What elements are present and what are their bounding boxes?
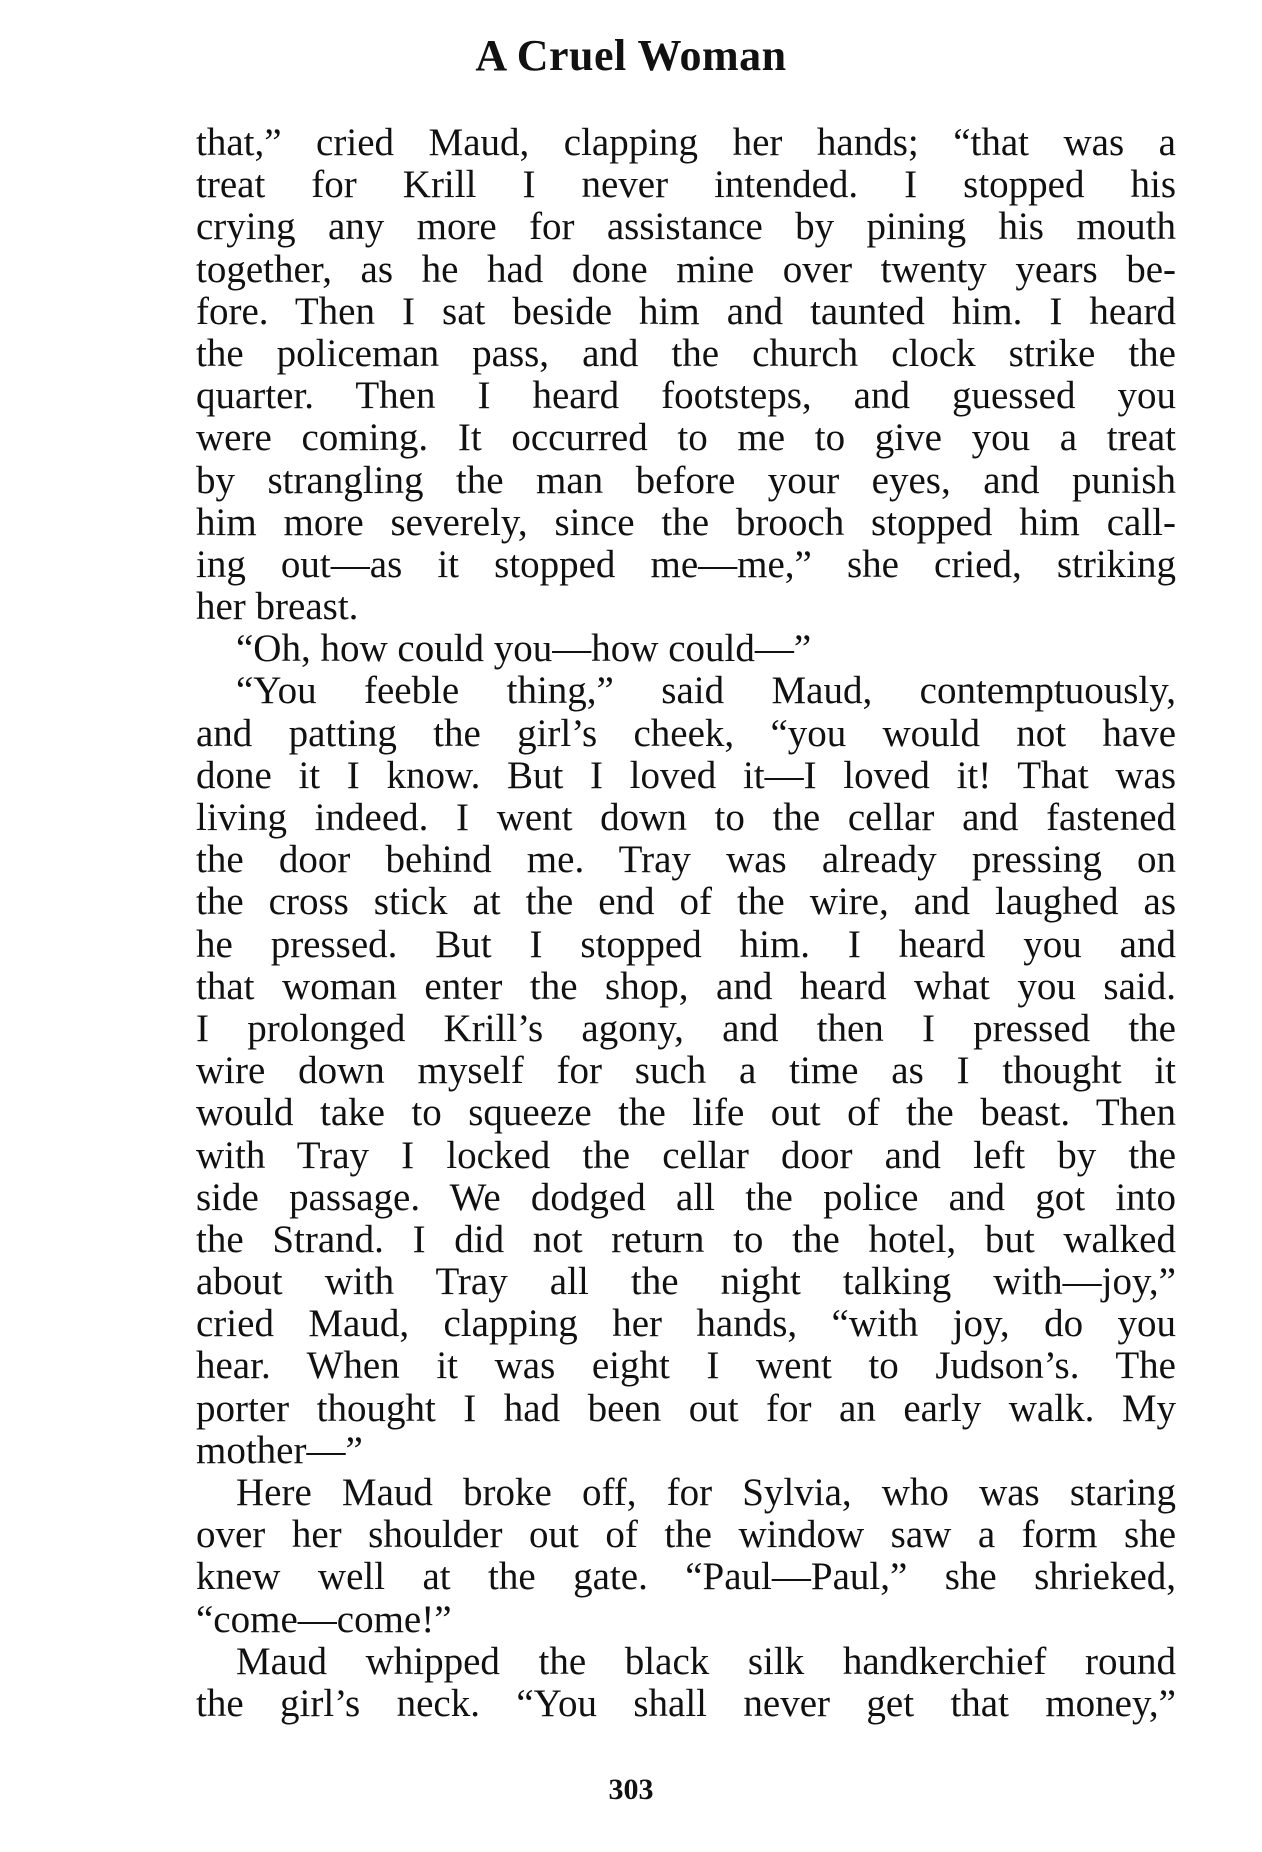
text-line: fore. Then I sat beside him and taunted him. I heard [196,290,1176,333]
text-line: living indeed. I went down to the cellar and fastened [196,797,1176,839]
text-line: crying any more for assistance by pining his mouth [196,206,1176,249]
text-line: with Tray I locked the cellar door and left by the [196,1134,1176,1177]
text-line: porter thought I had been out for an early walk. My [196,1387,1176,1430]
text-line: and patting the girl’s cheek, “you would not have [196,712,1176,755]
text-line: would take to squeeze the life out of the beast. Then [196,1092,1176,1135]
text-line: he pressed. But I stopped him. I heard you and [196,923,1176,966]
text-line: wire down myself for such a time as I thought it [196,1050,1176,1093]
running-head: A Cruel Woman [475,31,787,80]
text-line: her breast. [196,586,359,629]
text-line: about with Tray all the night talking with—joy,” [196,1261,1176,1304]
text-line: that woman enter the shop, and heard what you said. [196,965,1176,1008]
text-line: Here Maud broke off, for Sylvia, who was staring [236,1472,1176,1514]
text-line: treat for Krill I never intended. I stopped his [196,164,1176,207]
text-line: over her shoulder out of the window saw a form she [196,1514,1176,1557]
text-line: were coming. It occurred to me to give you a treat [196,417,1176,460]
text-line: cried Maud, clapping her hands, “with joy, do you [196,1303,1176,1346]
page-number: 303 [608,1773,654,1806]
text-line: “Oh, how could you—how could—” [236,628,812,671]
text-line: Maud whipped the black silk handkerchief round [236,1640,1176,1683]
text-line: hear. When it was eight I went to Judson’s. The [196,1345,1176,1388]
body-text [196,122,1176,1725]
text-line: mother—” [196,1429,363,1472]
text-line: knew well at the gate. “Paul—Paul,” she shrieked, [196,1556,1176,1599]
text-line: that,” cried Maud, clapping her hands; “that was a [196,122,1176,164]
text-line: the cross stick at the end of the wire, and laughed as [196,881,1176,924]
text-line: “come—come!” [196,1598,452,1641]
text-line: the policeman pass, and the church clock strike the [196,332,1176,375]
text-line: done it I know. But I loved it—I loved it! That was [196,754,1176,797]
text-line: the girl’s neck. “You shall never get that money,” [196,1682,1176,1725]
text-line: by strangling the man before your eyes, and punish [196,459,1176,502]
text-line: the Strand. I did not return to the hotel, but walked [196,1218,1176,1261]
text-line: “You feeble thing,” said Maud, contemptuously, [236,670,1176,713]
text-line: him more severely, since the brooch stopped him call- [196,501,1176,544]
text-line: quarter. Then I heard footsteps, and guessed you [196,375,1176,418]
text-line: ing out—as it stopped me—me,” she cried, striking [196,543,1176,586]
text-line: I prolonged Krill’s agony, and then I pressed the [196,1007,1176,1050]
text-line: together, as he had done mine over twenty years be- [196,248,1176,291]
text-line: side passage. We dodged all the police and got into [196,1176,1176,1219]
text-line: the door behind me. Tray was already pressing on [196,839,1176,882]
